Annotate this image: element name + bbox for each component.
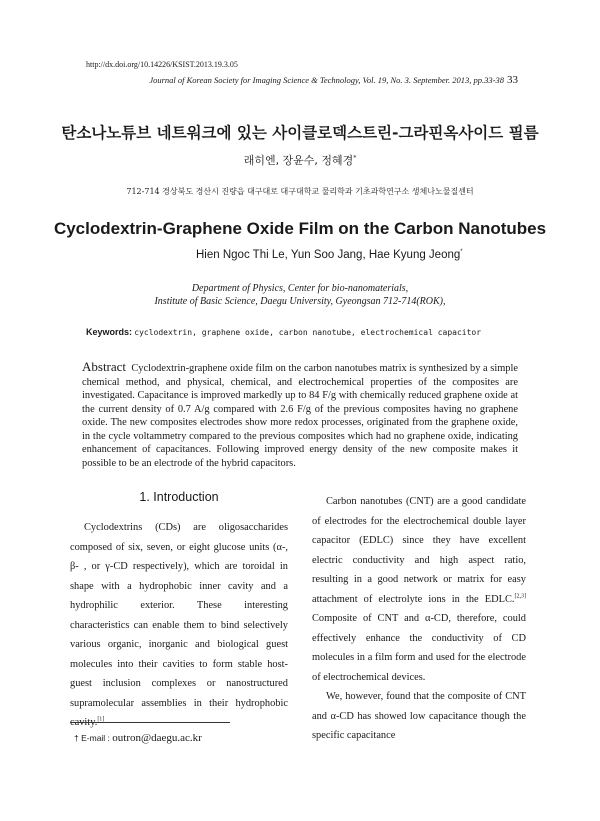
paragraph-text: Carbon nanotubes (CNT) are a good candidate of electrodes for the electrochemical double layer capacitor (EDLC) since they have excellent electric conductivity and high aspect ratio, resulting in a good network or matrix for easy attachment of electrolyte ions in the EDLC. xyxy=(312,496,526,605)
footnote xyxy=(74,732,202,744)
korean-authors xyxy=(0,152,600,168)
keywords-label: Keywords: xyxy=(86,327,133,337)
journal-citation: Journal of Korean Society for Imaging Science & Technology, Vol. 19, No. 3. September. 2013, pp.33-38 xyxy=(149,75,504,85)
affiliation-line: Department of Physics, Center for bio-nanomaterials, xyxy=(191,283,409,294)
abstract-text: Cyclodextrin-graphene oxide film on the carbon nanotubes matrix is synthesized by a simple chemical method, and physical, chemical, and electrochemical properties of the composites are investigated. Capacitance is improved markedly up to 84 F/g with chemically reduced graphene oxide at the current density of 0.7 A/g compared with 2.6 F/g of the previous composites having no graphene oxide. The new composites electrodes show more redox processes, originated from the graphene oxide, in the cycle voltammetry compared to the previous composites which had no graphene oxide, indicating enhancement of capacitances. Following improved energy density of the new composite makes it possible to be an electrode of the hybrid capacitors. xyxy=(82,363,518,469)
abstract-label: Abstract xyxy=(82,359,127,374)
korean-authors-names: 래히엔, 장윤수, 정혜경 xyxy=(243,154,354,167)
citation: [2,3] xyxy=(514,593,526,600)
footnote-divider xyxy=(70,722,230,723)
english-authors xyxy=(196,249,463,261)
left-column xyxy=(70,518,288,733)
korean-affiliation: 712-714 경상북도 경산시 진량읍 대구대로 대구대학교 물리학과 기초과학연구소 생체나노물질센터 xyxy=(126,187,474,196)
keywords-list: cyclodextrin, graphene oxide, carbon nanotube, electrochemical capacitor xyxy=(134,328,482,337)
footnote-label: E-mail : xyxy=(81,733,110,743)
section-heading: 1. Introduction xyxy=(139,490,219,504)
page-number: 33 xyxy=(507,74,518,86)
doi-link[interactable]: http://dx.doi.org/10.14226/KSIST.2013.19.3.05 xyxy=(86,60,238,69)
email-link[interactable]: outron@daegu.ac.kr xyxy=(112,732,202,744)
paragraph xyxy=(312,492,526,687)
keywords xyxy=(86,327,481,337)
affiliation-line: Institute of Basic Science, Daegu University, Gyeongsan 712-714(ROK), xyxy=(154,296,446,307)
korean-title: 탄소나노튜브 네트워크에 있는 사이클로덱스트린-그라핀옥사이드 필름 xyxy=(61,124,539,142)
journal-header xyxy=(86,74,518,86)
footnote-mark: † xyxy=(74,733,79,743)
citation: [1] xyxy=(97,716,105,723)
english-authors-names: Hien Ngoc Thi Le, Yun Soo Jang, Hae Kyung Jeong xyxy=(196,249,461,261)
corresponding-mark: * xyxy=(460,249,463,256)
english-affiliation xyxy=(0,282,600,308)
english-title: Cyclodextrin-Graphene Oxide Film on the Carbon Nanotubes xyxy=(53,219,547,238)
abstract xyxy=(82,360,518,470)
corresponding-mark: * xyxy=(353,154,357,162)
paragraph xyxy=(70,518,288,733)
paragraph-text: Composite of CNT and α-CD, therefore, could effectively enhance the conductivity of CD molecules in a film form and used for the electrode of electrochemical devices. xyxy=(312,613,526,683)
paragraph-text: We, however, found that the composite of CNT and α-CD has showed low capacitance though the specific capacitance xyxy=(312,691,526,741)
paragraph-text: Cyclodextrins (CDs) are oligosaccharides composed of six, seven, or eight glucose units (α-, β- , or γ-CD respectively), which are toroidal in shape with a hydrophobic inner cavity and a hydrophilic exterior. These interesting characteristics can enable them to bind selectively various organic, inorganic and biological guest molecules into their cavities to form stable host-guest inclusion complexes or nanostructured supramolecular assemblies in their hydrophobic cavity. xyxy=(70,522,288,728)
paragraph xyxy=(312,687,526,746)
right-column xyxy=(312,492,526,746)
